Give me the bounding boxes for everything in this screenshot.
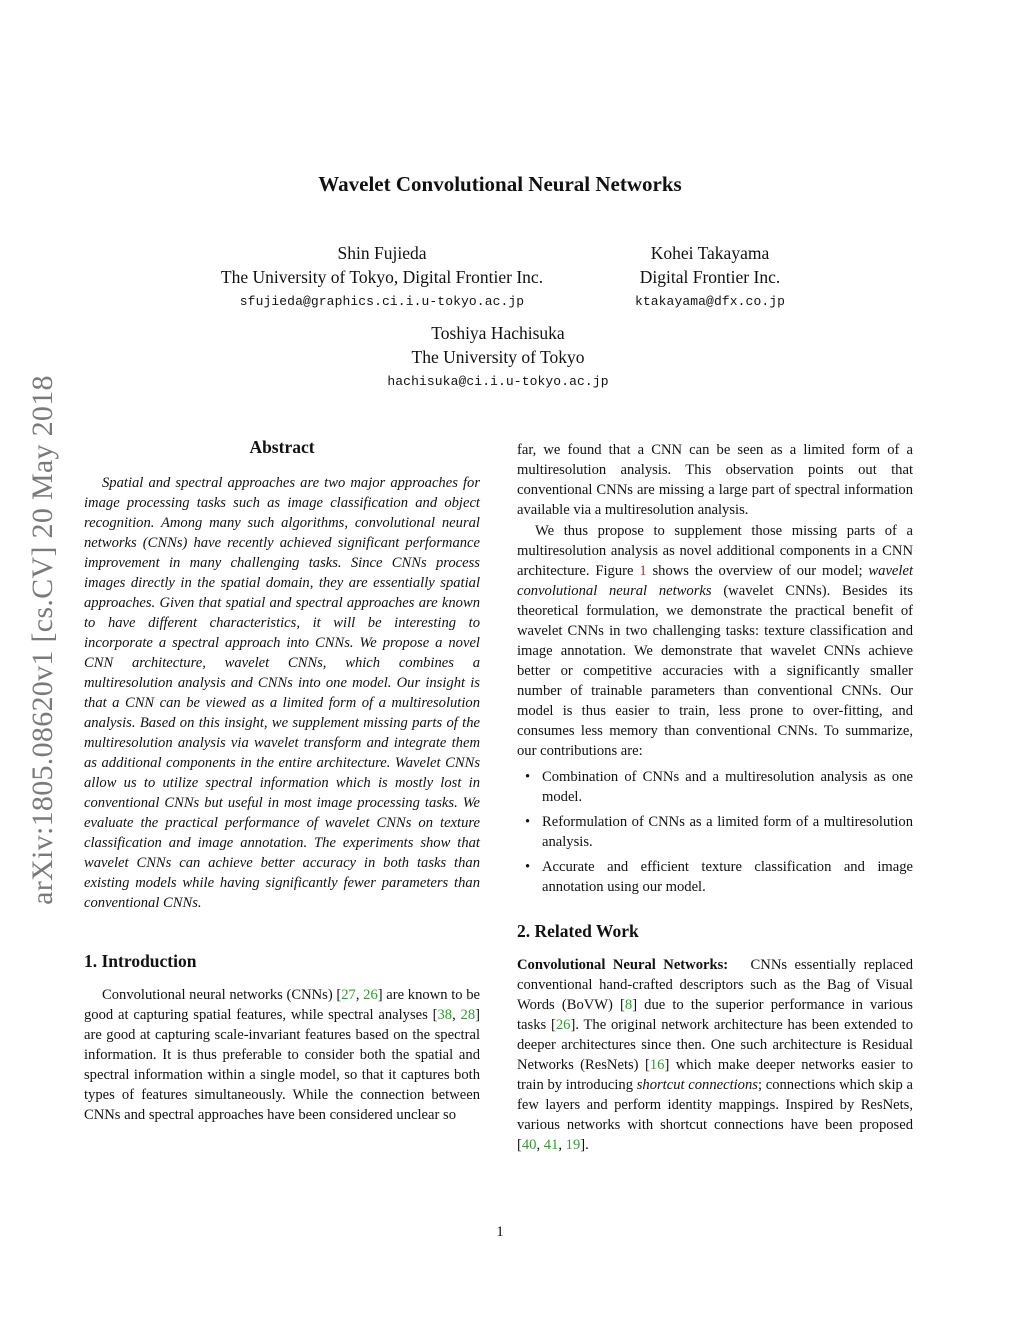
citation-link[interactable]: 16 — [649, 1057, 665, 1073]
page-number: 1 — [496, 1224, 504, 1240]
citation-link[interactable]: 40 — [521, 1137, 537, 1153]
contributions-list — [517, 767, 913, 897]
author-affiliation: The University of Tokyo — [411, 347, 585, 367]
introduction-paragraph-continued: far, we found that a CNN can be seen as a limited form of a multiresolution analysis. This observation points out that conventional CNNs are missing a large part of spectral information available via a multiresolution analysis. — [517, 442, 913, 518]
citation-link[interactable]: 38 — [437, 1007, 453, 1023]
right-column — [517, 440, 913, 1155]
introduction-paragraph: Convolutional neural networks (CNNs) [27, 26] are known to be good at capturing spatial features, while spectral analyses [38, 28] are good at capturing scale-invariant features based on the spectral information. It is thus preferable to consider both the spatial and spectral information within a single model, so that it captures both types of features simultaneously. While the connection between CNNs and spectral approaches have been considered unclear so — [84, 987, 481, 1123]
related-work-heading: 2. Related Work — [517, 921, 639, 941]
introduction-heading: 1. Introduction — [84, 951, 197, 971]
introduction-paragraph-2: We thus propose to supplement those missing parts of a multiresolution analysis as novel additional components in a CNN architecture. Figure 1 shows the overview of our model; wavelet convolutional neural networks (wavelet CNNs). Besides its theoretical formulation, we demonstrate the practical benefit of wavelet CNNs in two challenging tasks: texture classification and image annotation. We demonstrate that wavelet CNNs achieve better or competitive accuracies with a significantly smaller number of trainable parameters than conventional CNNs. Our model is thus easier to train, less prone to over-fitting, and consumes less memory than conventional CNNs. To summarize, our contributions are: — [517, 523, 913, 759]
list-item: • Reformulation of CNNs as a limited form of a multiresolution analysis. — [517, 812, 913, 852]
citation-link[interactable]: 28 — [460, 1007, 476, 1023]
related-work-paragraph: Convolutional Neural Networks: CNNs essentially replaced conventional hand-crafted descriptors such as the Bag of Visual Words (BoVW) [8] due to the superior performance in various tasks [26]. The original network architecture has been extended to deeper architectures since then. One such architecture is Residual Networks (ResNets) [16] which make deeper networks easier to train by introducing shortcut connections; connections which skip a few layers and perform identity mappings. Inspired by ResNets, various networks with shortcut connections have been proposed [40, 41, 19]. — [517, 957, 913, 1153]
left-column — [84, 437, 480, 1125]
author-email: hachisuka@ci.i.u-tokyo.ac.jp — [387, 374, 609, 389]
figure-reference-link[interactable]: 1 — [639, 563, 647, 579]
author-name: Shin Fujieda — [337, 243, 427, 263]
paper-title: Wavelet Convolutional Neural Networks — [318, 172, 682, 196]
author-block-3 — [348, 321, 648, 394]
citation-link[interactable]: 41 — [543, 1137, 559, 1153]
author-affiliation: The University of Tokyo, Digital Frontier Inc. — [220, 267, 544, 287]
list-item: • Combination of CNNs and a multiresolution analysis as one model. — [517, 767, 913, 807]
author-email: sfujieda@graphics.ci.i.u-tokyo.ac.jp — [239, 294, 525, 309]
citation-link[interactable]: 27 — [341, 987, 356, 1003]
citation-link[interactable]: 8 — [624, 997, 633, 1013]
related-work-subheading: Convolutional Neural Networks: — [517, 957, 729, 973]
abstract-text: Spatial and spectral approaches are two major approaches for image processing tasks such as image classification and object recognition. Among many such algorithms, convolutional neural networks (CNNs) have recently achieved significant performance improvement in many challenging tasks. Since CNNs process images directly in the spatial domain, they are essentially spatial approaches. Given that spatial and spectral approaches are known to have different characteristics, it will be interesting to incorporate a spectral approach into CNNs. We propose a novel CNN architecture, wavelet CNNs, which combines a multiresolution analysis and CNNs into one model. Our insight is that a CNN can be viewed as a limited form of a multiresolution analysis. Based on this insight, we supplement missing parts of the multiresolution analysis via wavelet transform and integrate them as additional components in the entire architecture. Wavelet CNNs allow us to utilize spectral information which is mostly lost in conventional CNNs but useful in most image processing tasks. We evaluate the practical performance of wavelet CNNs on texture classification and image annotation. The experiments show that wavelet CNNs can achieve better accuracy in both tasks than existing models while having significantly fewer parameters than conventional CNNs. — [84, 475, 480, 911]
abstract-heading: Abstract — [249, 437, 315, 457]
author-block-2 — [590, 241, 830, 314]
citation-link[interactable]: 19 — [565, 1137, 581, 1153]
list-item: • Accurate and efficient texture classification and image annotation using our model. — [517, 857, 913, 897]
arxiv-stamp: arXiv:1805.08620v1 [cs.CV] 20 May 2018 — [26, 375, 59, 905]
author-name: Kohei Takayama — [650, 243, 770, 263]
citation-link[interactable]: 26 — [555, 1017, 571, 1033]
citation-link[interactable]: 26 — [363, 987, 378, 1003]
author-affiliation: Digital Frontier Inc. — [639, 267, 781, 287]
author-block-1 — [182, 241, 582, 314]
author-name: Toshiya Hachisuka — [431, 323, 565, 343]
author-email: ktakayama@dfx.co.jp — [634, 294, 786, 309]
